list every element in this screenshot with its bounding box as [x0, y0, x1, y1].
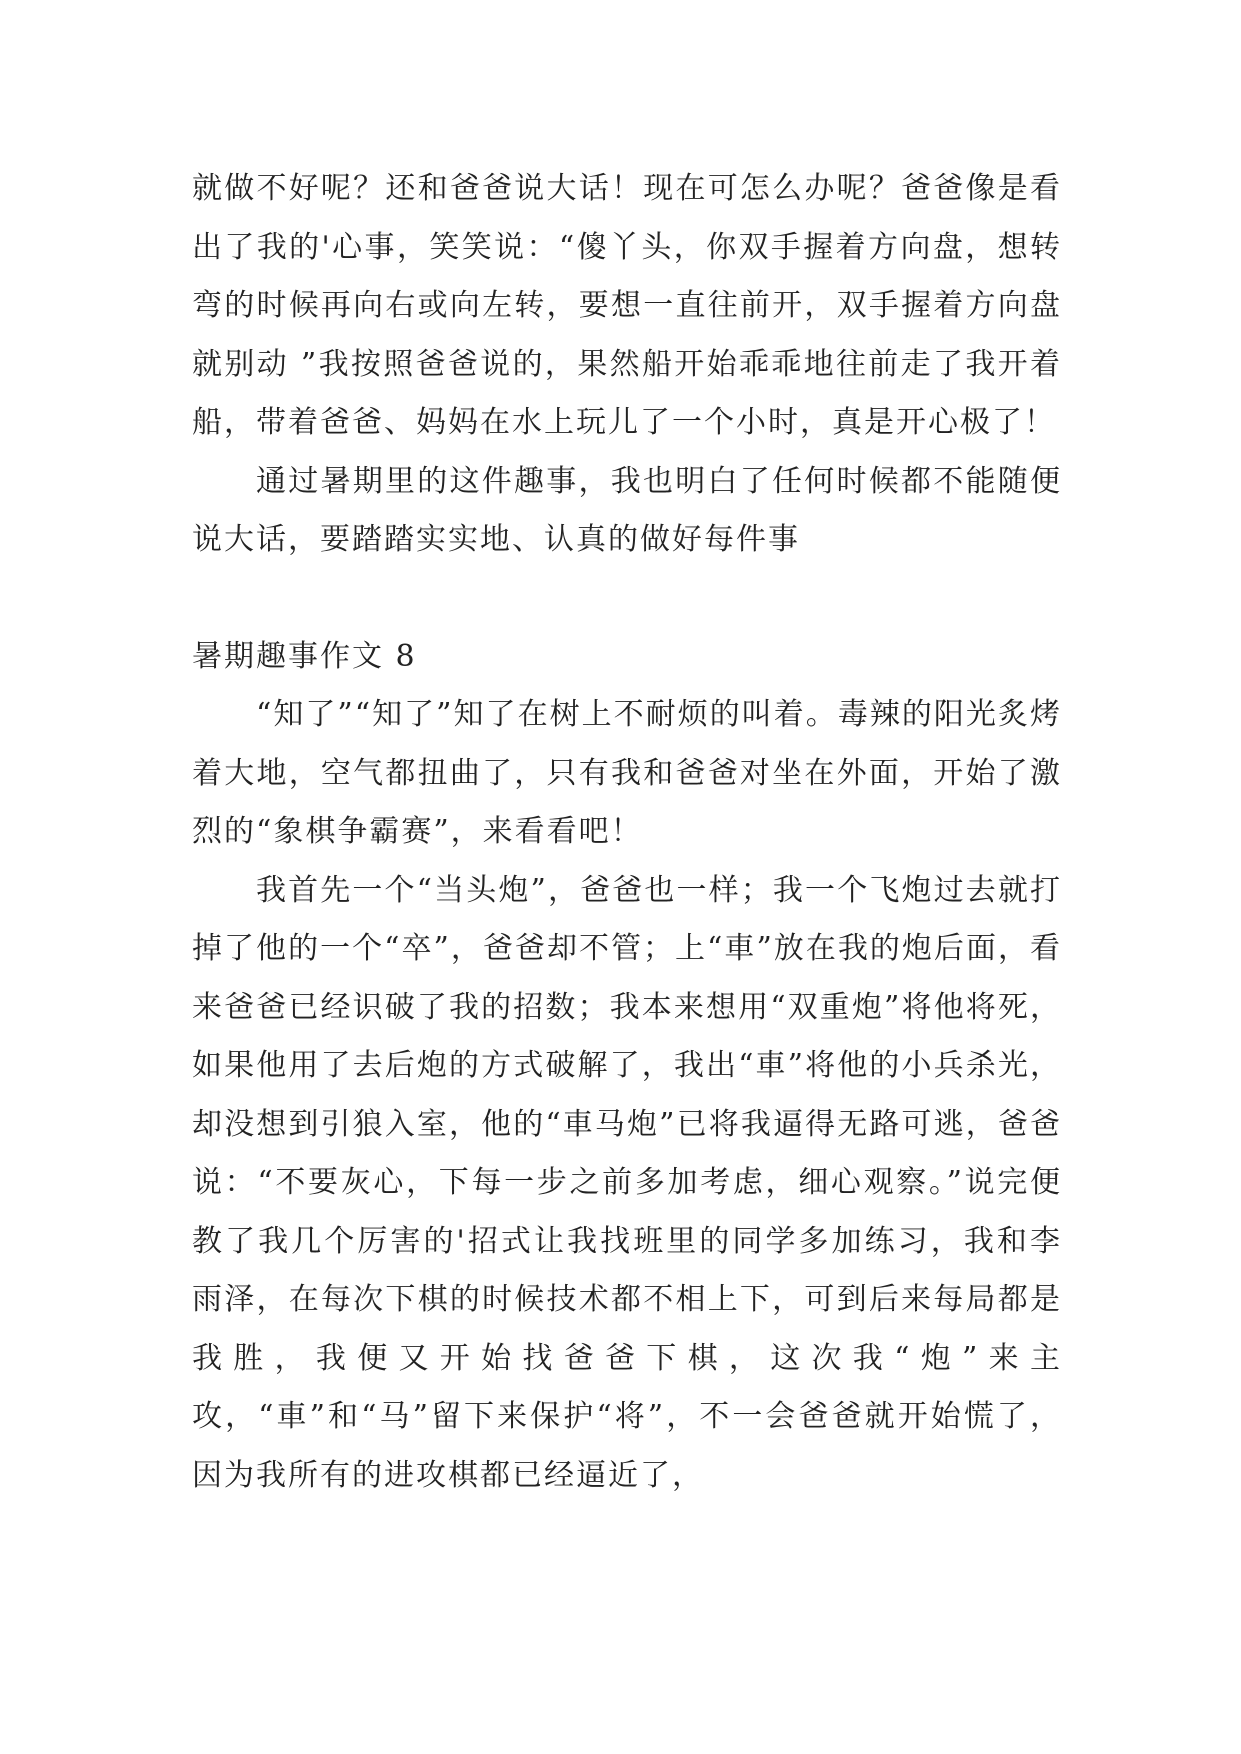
- paragraph-chess-game: 我首先一个“当头炮”，爸爸也一样；我一个飞炮过去就打掉了他的一个“卒”，爸爸却不管；上“車”放在我的炮后面，看来爸爸已经识破了我的招数；我本来想用“双重炮”将他将死，如果他用了去后炮的方式破解了，我出“車”将他的小兵杀光，却没想到引狼入室，他的“車马炮”已将我逼得无路可逃，爸爸说：“不要灰心，下每一步之前多加考虑，细心观察。”说完便教了我几个厉害的'招式让我找班里的同学多加练习，我和李雨泽，在每次下棋的时候技术都不相上下，可到后来每局都是我胜，我便又开始找爸爸下棋，这次我“炮”来主攻，“車”和“马”留下来保护“将”，不一会爸爸就开始慌了，因为我所有的进攻棋都已经逼近了，: [192, 872, 1062, 1493]
- paragraph-intro: “知了”“知了”知了在树上不耐烦的叫着。毒辣的阳光炙烤着大地，空气都扭曲了，只有我和爸爸对坐在外面，开始了激烈的“象棋争霸赛”，来看看吧！: [192, 697, 1062, 849]
- document-body: [192, 160, 1062, 1505]
- section-title: 暑期趣事作文 8: [192, 638, 417, 674]
- paragraph-continuation: 就做不好呢？还和爸爸说大话！现在可怎么办呢？爸爸像是看出了我的'心事，笑笑说：“傻丫头，你双手握着方向盘，想转弯的时候再向右或向左转，要想一直往前开，双手握着方向盘就别动 ”我按照爸爸说的，果然船开始乖乖地往前走了我开着船，带着爸爸、妈妈在水上玩儿了一个小时，真是开心极了！: [192, 171, 1062, 440]
- paragraph-conclusion: 通过暑期里的这件趣事，我也明白了任何时候都不能随便说大话，要踏踏实实地、认真的做好每件事: [192, 463, 1062, 557]
- section-gap: [192, 570, 1062, 628]
